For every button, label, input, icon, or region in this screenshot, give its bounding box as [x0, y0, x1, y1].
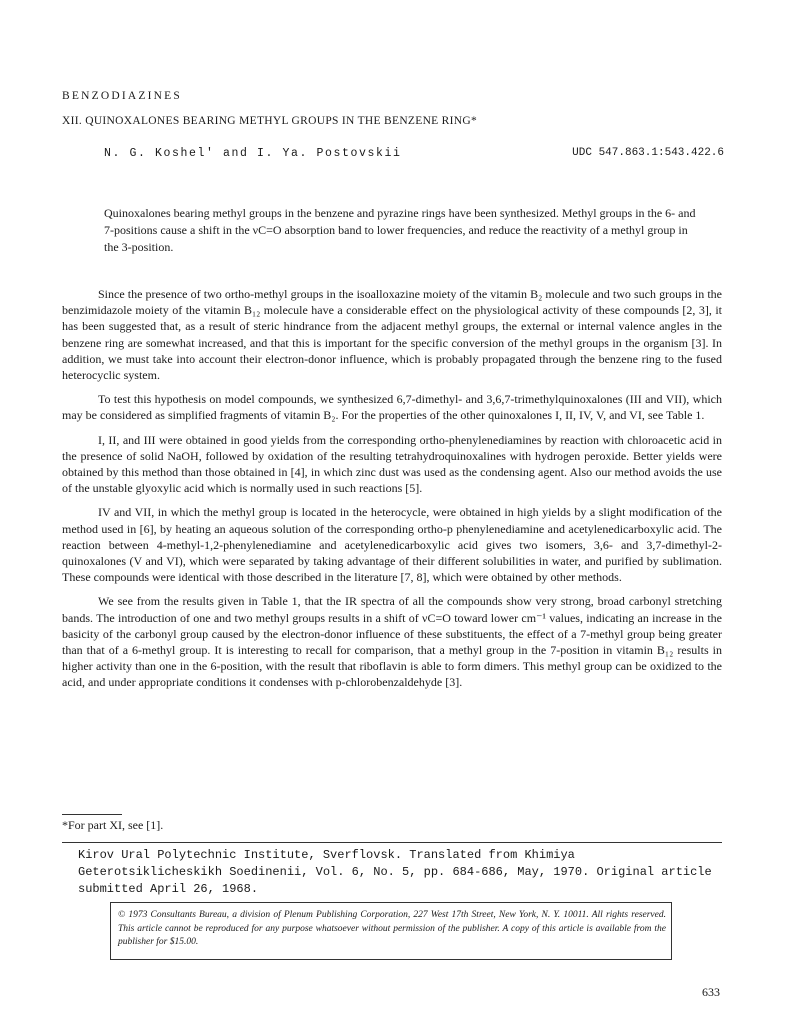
affiliation-divider — [62, 842, 722, 843]
footnote: *For part XI, see [1]. — [62, 818, 164, 832]
page-number: 633 — [702, 985, 720, 999]
paragraph-5: We see from the results given in Table 1, that the IR spectra of all the compounds show very strong, broad carbonyl stretching bands. The introduction of one and two methyl groups results in a shift of νC=O toward lower cm⁻¹ values, indicating an increase in the basicity of the carbonyl group caused by the electron-donor influence of these substituents, the effect of a 7-methyl group being greater than that of a 6-methyl group. It is interesting to recall for comparison, that a methyl group in the 7-position in vitamin B₁₂ results in higher activity than one in the 6-position, with the result that riboflavin is able to form dimers. This methyl group can be oxidized to the acid, and under appropriate conditions it condenses with p-chlorobenzaldehyde [3]. — [62, 594, 722, 690]
article-body — [62, 286, 722, 699]
copyright-notice: © 1973 Consultants Bureau, a division of Plenum Publishing Corporation, 227 West 17th Street, New York, N. Y. 10011. All rights reserved. This article cannot be reproduced for any purpose whatsoever without permission of the publisher. A copy of this article is available from the publisher for $15.00. — [118, 910, 666, 947]
authors: N. G. Koshel' and I. Ya. Postovskii — [104, 147, 402, 160]
paragraph-4: IV and VII, in which the methyl group is located in the heterocycle, were obtained in high yields by a slight modification of the method used in [6], by heating an aqueous solution of the corresponding ortho-p phenylenediamine and acetylenedicarboxylic acid. The reaction between 4-methyl-1,2-phenylenediamine and acetylenedicarboxylic acid gives two isomers, 3,6- and 3,7-dimethyl-2-quinoxalones (V and VI), which were separated by taking advantage of their different solubilities in water, and purified by sublimation. These compounds were identical with those described in the literature [7, 8], which were obtained by other methods. — [62, 505, 722, 585]
series-title: BENZODIAZINES — [62, 90, 182, 102]
article-title: XII. QUINOXALONES BEARING METHYL GROUPS IN THE BENZENE RING* — [62, 115, 478, 127]
paragraph-1: Since the presence of two ortho-methyl groups in the isoalloxazine moiety of the vitamin B₂ molecule and two such groups in the benzimidazole moiety of the vitamin B₁₂ molecule have a considerable effect on the physiological activity of these compounds [2, 3], it has been suggested that, as a result of steric hindrance from the adjacent methyl groups, the external or internal valence angles in the benzene ring are somewhat increased, and that this is important for the specific conversion of the methyl groups in the organism [3]. In addition, we must take into account their electron-donor influence, which is probably propagated through the benzene ring to the fused heterocyclic system. — [62, 287, 722, 383]
abstract: Quinoxalones bearing methyl groups in the benzene and pyrazine rings have been synthesized. Methyl groups in the 6- and 7-positions cause a shift in the νC=O absorption band to lower frequencies, and reduce the reactivity of a methyl group in the 3-position. — [104, 206, 696, 254]
footnote-divider — [62, 814, 122, 815]
affiliation: Kirov Ural Polytechnic Institute, Sverflovsk. Translated from Khimiya Geterotsiklicheskikh Soedinenii, Vol. 6, No. 5, pp. 684-686, May, 1970. Original article submitted April 26, 1968. — [78, 848, 712, 896]
paragraph-2: To test this hypothesis on model compounds, we synthesized 6,7-dimethyl- and 3,6,7-trimethylquinoxalones (III and VII), which may be considered as simplified fragments of vitamin B₂. For the properties of the other quinoxalones I, II, IV, V, and VI, see Table 1. — [62, 392, 722, 423]
udc-code: UDC 547.863.1:543.422.6 — [572, 147, 724, 159]
paragraph-3: I, II, and III were obtained in good yields from the corresponding ortho-phenylenediamines by reaction with chloroacetic acid in the presence of solid NaOH, followed by oxidation of the resulting tetrahydroquinoxalines with hydrogen peroxide. Better yields were obtained by this method than those obtained in [4], in which zinc dust was used as the condensing agent. Also our method avoids the use of the unstable glyoxylic acid which is normally used in such reactions [5]. — [62, 432, 722, 496]
